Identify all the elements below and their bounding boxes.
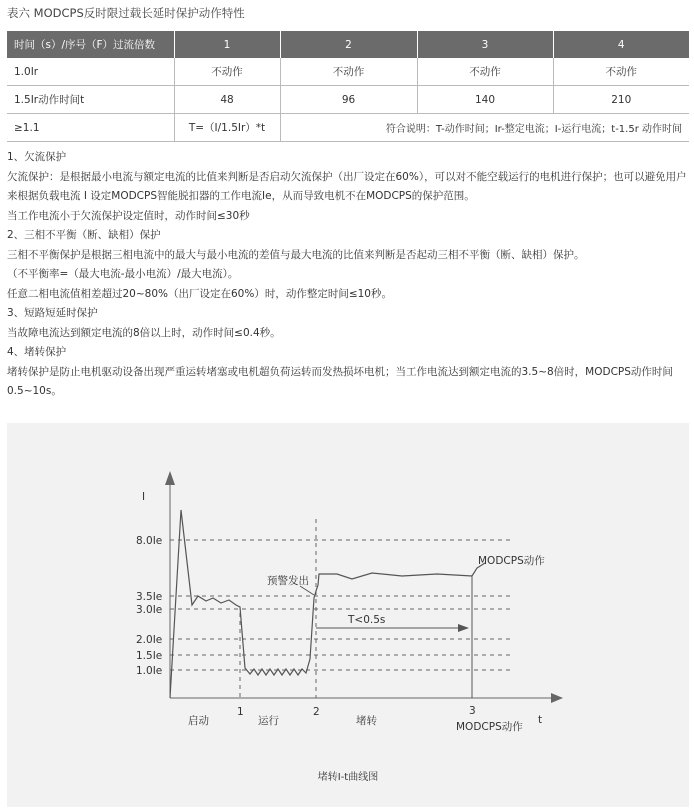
header-cell: 3 (417, 31, 553, 58)
section-heading: 1、欠流保护 (7, 151, 67, 163)
y-tick-label: 2.0Ie (136, 634, 163, 646)
header-cell: 1 (174, 31, 280, 58)
duration-annotation: T<0.5s (348, 614, 386, 626)
warning-pointer (300, 586, 314, 595)
paragraph: 任意二相电流值相差超过20~80%（出厂设定在60%）时，动作整定时间≤10秒。 (7, 287, 392, 300)
table-cell: 140 (417, 86, 553, 114)
description-text (7, 148, 691, 402)
table-cell: 不动作 (553, 58, 689, 86)
x-tick-label: 1 (237, 706, 244, 718)
table-cell: ≥1.1 (7, 114, 174, 142)
y-tick-label: 3.0Ie (136, 604, 163, 616)
table-cell: 不动作 (280, 58, 417, 86)
table-row (7, 58, 689, 86)
legend-cell: 符合说明：T-动作时间；Ir-整定电流；I-运行电流；t-1.5r 动作时间 (280, 114, 689, 142)
phase-label: MODCPS动作 (456, 721, 523, 733)
duration-arrowhead (458, 624, 469, 632)
curve-figure (7, 423, 689, 807)
header-cell: 2 (280, 31, 417, 58)
table-row (7, 114, 689, 142)
phase-label: 启动 (188, 715, 209, 727)
phase-label: 堵转 (356, 715, 377, 727)
chart-title: 堵转I-t曲线图 (317, 772, 379, 783)
y-tick-label: 1.0Ie (136, 665, 163, 677)
y-axis-arrow (165, 471, 175, 485)
header-cell: 4 (553, 31, 689, 58)
paragraph: 当故障电流达到额定电流的8倍以上时，动作时间≤0.4秒。 (7, 326, 281, 339)
table-cell: 1.0Ir (7, 58, 174, 86)
x-tick-label: 3 (469, 705, 476, 717)
table-cell: 1.5Ir动作时间t (7, 86, 174, 114)
paragraph: 欠流保护：是根据最小电流与额定电流的比值来判断是否启动欠流保护（出厂设定在60%），可以对不能空载运行的电机进行保护；也可以避免用户来根据负载电流 I 设定MODCPS智能脱扣器的工作电流Ie，从而导致电机不在MODCPS的保护范围。 (7, 170, 687, 202)
section-heading: 3、短路短延时保护 (7, 307, 98, 319)
y-tick-label: 1.5Ie (136, 650, 163, 662)
table-row (7, 86, 689, 114)
table-cell: 不动作 (174, 58, 280, 86)
formula-cell: T=（I/1.5Ir）*t (174, 114, 280, 142)
y-tick-label: 8.0Ie (136, 535, 163, 547)
paragraph: 堵转保护是防止电机驱动设备出现严重运转堵塞或电机超负荷运转而发热损坏电机；当工作电流达到额定电流的3.5~8倍时，MODCPS动作时间0.5~10s。 (7, 365, 673, 397)
y-tick-label: 3.5Ie (136, 591, 163, 603)
table-cell: 96 (280, 86, 417, 114)
table-title: 表六 MODCPS反时限过载长延时保护动作特性 (7, 6, 245, 20)
x-axis-arrow (551, 693, 563, 703)
paragraph: 三相不平衡保护是根据三相电流中的最大与最小电流的差值与最大电流的比值来判断是否起动三相不平衡（断、缺相）保护。 (7, 248, 585, 261)
phase-label: 运行 (258, 715, 279, 727)
x-tick-label: 2 (313, 706, 320, 718)
warning-annotation: 预警发出 (267, 575, 309, 587)
section-heading: 2、三相不平衡（断、缺相）保护 (7, 229, 161, 241)
y-axis-label: I (142, 491, 146, 503)
it-curve-chart (7, 423, 689, 807)
header-cell: 时间（s）/序号（F）过流倍数 (7, 31, 174, 58)
section-heading: 4、堵转保护 (7, 346, 67, 358)
table-header-row (7, 31, 689, 58)
protection-table (7, 31, 689, 142)
table-cell: 210 (553, 86, 689, 114)
table-cell: 不动作 (417, 58, 553, 86)
paragraph: 当工作电流小于欠流保护设定值时，动作时间≤30秒 (7, 209, 250, 222)
trip-annotation: MODCPS动作 (478, 555, 545, 567)
paragraph: （不平衡率=（最大电流-最小电流）/最大电流）。 (7, 268, 239, 280)
table-cell: 48 (174, 86, 280, 114)
x-axis-label: t (538, 714, 543, 726)
